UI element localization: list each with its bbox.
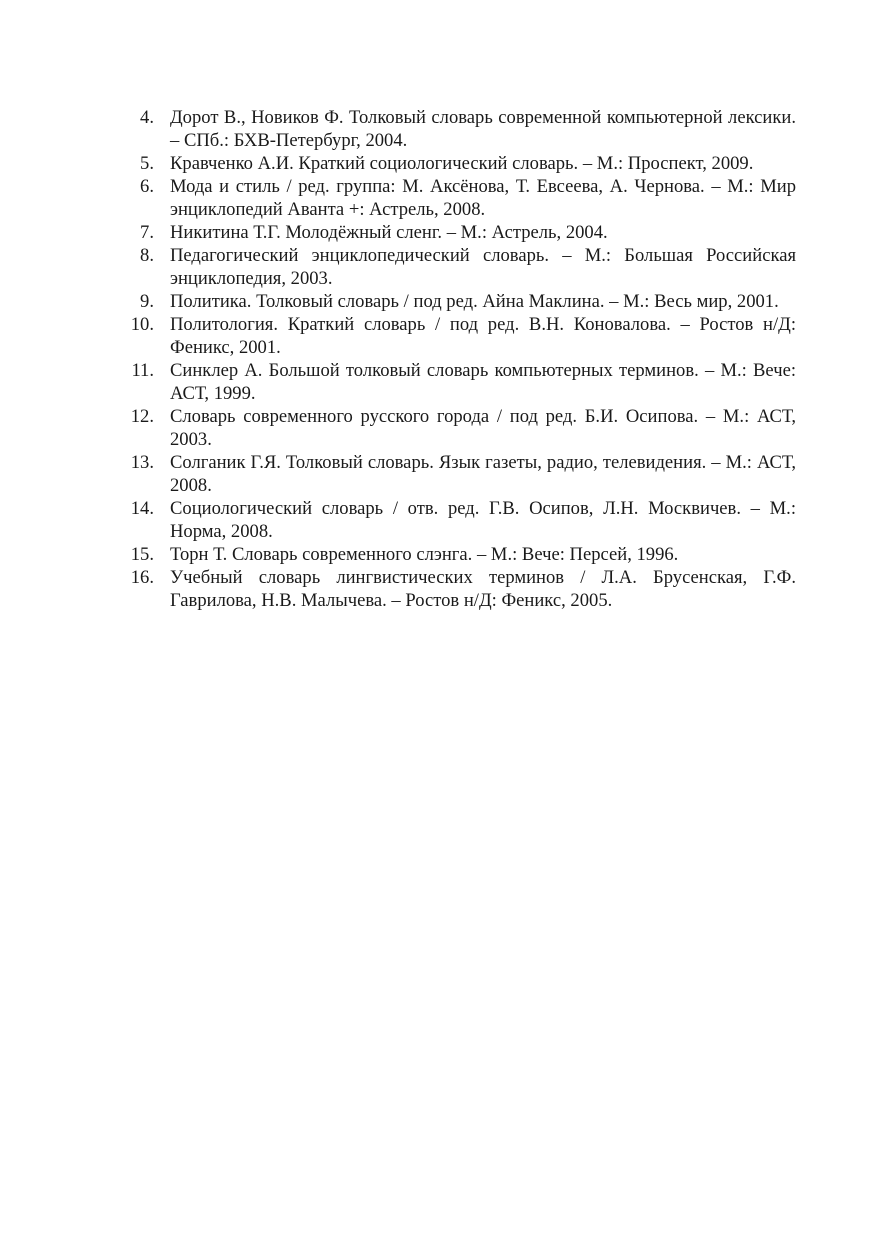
entry-text: Политология. Краткий словарь / под ред. В.Н. Коновалова. – Ростов н/Д: Феникс, 2001. — [170, 314, 796, 358]
entry-number: 6. — [140, 176, 154, 197]
entry-number: 11. — [131, 360, 154, 381]
entry-number: 15. — [130, 544, 154, 565]
entry-number: 10. — [130, 314, 154, 335]
bibliography-entry — [124, 221, 796, 244]
bibliography-entry — [124, 175, 796, 221]
bibliography-entry — [124, 152, 796, 175]
bibliography-entry — [124, 359, 796, 405]
entry-number: 16. — [130, 567, 154, 588]
entry-text: Политика. Толковый словарь / под ред. Айна Маклина. – М.: Весь мир, 2001. — [170, 291, 779, 312]
bibliography-entry — [124, 405, 796, 451]
entry-number: 13. — [130, 452, 154, 473]
entry-text: Социологический словарь / отв. ред. Г.В. Осипов, Л.Н. Москвичев. – М.: Норма, 2008. — [170, 498, 796, 542]
bibliography-list — [124, 106, 796, 612]
bibliography-entry — [124, 543, 796, 566]
entry-text: Кравченко А.И. Краткий социологический словарь. – М.: Проспект, 2009. — [170, 153, 754, 174]
entry-number: 5. — [140, 153, 154, 174]
entry-number: 4. — [140, 107, 154, 128]
bibliography-entry — [124, 106, 796, 152]
entry-number: 8. — [140, 245, 154, 266]
bibliography-entry — [124, 497, 796, 543]
bibliography-entry — [124, 451, 796, 497]
bibliography-entry — [124, 290, 796, 313]
entry-text: Никитина Т.Г. Молодёжный сленг. – М.: Астрель, 2004. — [170, 222, 608, 243]
entry-text: Словарь современного русского города / под ред. Б.И. Осипова. – М.: АСТ, 2003. — [170, 406, 796, 450]
entry-text: Синклер А. Большой толковый словарь компьютерных терминов. – М.: Вече: АСТ, 1999. — [170, 360, 796, 404]
entry-text: Торн Т. Словарь современного слэнга. – М.: Вече: Персей, 1996. — [170, 544, 679, 565]
entry-number: 14. — [130, 498, 154, 519]
entry-number: 7. — [140, 222, 154, 243]
entry-number: 12. — [130, 406, 154, 427]
entry-text: Солганик Г.Я. Толковый словарь. Язык газеты, радио, телевидения. – М.: АСТ, 2008. — [170, 452, 796, 496]
entry-text: Дорот В., Новиков Ф. Толковый словарь современной компьютерной лексики. – СПб.: БХВ-Петербург, 2004. — [170, 107, 796, 151]
entry-text: Учебный словарь лингвистических терминов / Л.А. Брусенская, Г.Ф. Гаврилова, Н.В. Малычева. – Ростов н/Д: Феникс, 2005. — [170, 567, 796, 611]
bibliography-entry — [124, 313, 796, 359]
bibliography-entry — [124, 244, 796, 290]
bibliography-entry — [124, 566, 796, 612]
entry-number: 9. — [140, 291, 154, 312]
entry-text: Мода и стиль / ред. группа: М. Аксёнова, Т. Евсеева, А. Чернова. – М.: Мир энциклопедий Аванта +: Астрель, 2008. — [170, 176, 796, 220]
entry-text: Педагогический энциклопедический словарь. – М.: Большая Российская энциклопедия, 2003. — [170, 245, 796, 289]
